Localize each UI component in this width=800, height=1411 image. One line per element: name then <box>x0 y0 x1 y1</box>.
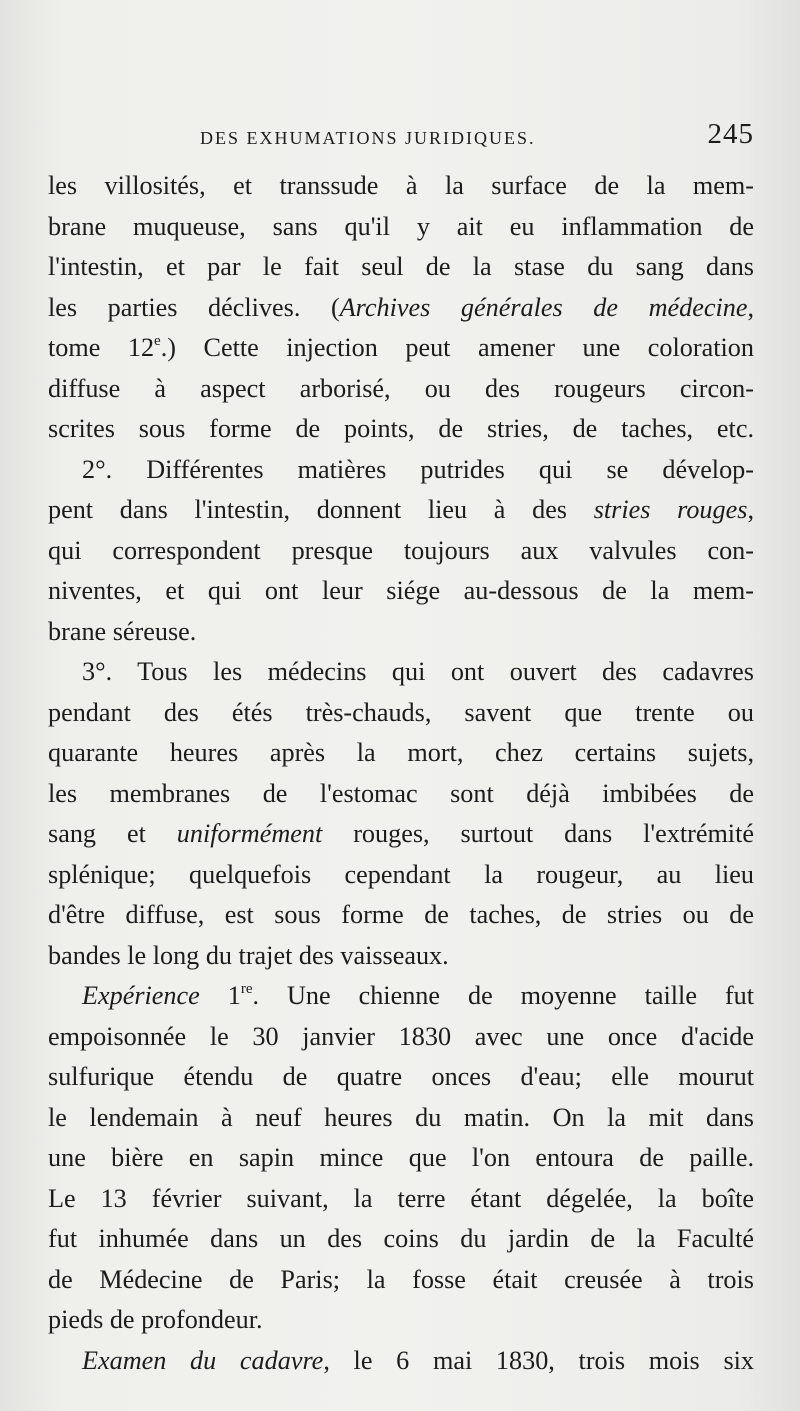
text-line: diffuse à aspect arborisé, ou des rougeurs circon- <box>48 373 754 403</box>
text-run: rouges, surtout dans l'extrémité <box>322 819 754 848</box>
text-line: de Médecine de Paris; la fosse était creusée à trois <box>48 1264 754 1294</box>
text-line: scrites sous forme de points, de stries, de taches, etc. <box>48 414 754 443</box>
text-run: pieds de profondeur. <box>48 1305 263 1334</box>
text-line: l'intestin, et par le fait seul de la stase du sang dans <box>48 252 754 281</box>
italic-text: uniformément <box>176 819 323 848</box>
text-line: fut inhumée dans un des coins du jardin de la Faculté <box>48 1224 754 1253</box>
superscript: re <box>240 981 253 997</box>
text-line: qui correspondent presque toujours aux valvules con- <box>48 535 754 565</box>
text-line: d'être diffuse, est sous forme de taches, de stries ou de <box>48 900 754 929</box>
text-line: les villosités, et transsude à la surface de la mem- <box>48 171 754 200</box>
text-line <box>48 490 754 531</box>
text-line: empoisonnée le 30 janvier 1830 avec une once d'acide <box>48 1021 754 1051</box>
text-line <box>48 612 754 653</box>
text-line: niventes, et qui ont leur siége au-dessous de la mem- <box>48 576 754 605</box>
text-run: brane séreuse. <box>48 616 197 646</box>
text-line: les membranes de l'estomac sont déjà imbibées de <box>48 778 754 808</box>
text-line: une bière en sapin mince que l'on entoura de paille. <box>48 1143 754 1172</box>
text-run: sang et <box>48 819 177 848</box>
text-run: , <box>747 292 754 322</box>
text-line: brane muqueuse, sans qu'il y ait eu inflammation de <box>48 211 754 241</box>
text-run: bandes le long du trajet des vaisseaux. <box>48 940 449 970</box>
text-line: Le 13 février suivant, la terre étant dégelée, la boîte <box>48 1183 754 1213</box>
body-text <box>48 166 754 1381</box>
text-run: 3°. Tous les médecins qui ont ouvert des cadavres <box>82 657 754 686</box>
text-line <box>48 1341 754 1382</box>
text-line: le lendemain à neuf heures du matin. On la mit dans <box>48 1102 754 1132</box>
italic-text: stries rouges <box>593 495 748 524</box>
text-line: quarante heures après la mort, chez certains sujets, <box>48 738 754 767</box>
text-line <box>48 328 754 369</box>
text-line: pendant des étés très-chauds, savent que trente ou <box>48 697 754 727</box>
text-run: les parties déclives. ( <box>48 292 340 322</box>
italic-text: Archives générales de médecine <box>339 292 748 322</box>
text-line <box>48 976 754 1017</box>
text-line <box>48 450 754 491</box>
page-number: 245 <box>707 118 754 150</box>
text-line: splénique; quelquefois cependant la rougeur, au lieu <box>48 859 754 889</box>
italic-text: Expérience <box>82 981 200 1010</box>
text-line <box>48 936 754 977</box>
text-run: 1 <box>199 981 241 1010</box>
page-header <box>200 118 760 158</box>
text-run: .) Cette injection peut amener une coloration <box>160 333 754 362</box>
text-run: , le 6 mai 1830, trois mois six <box>323 1345 754 1375</box>
superscript: e <box>154 333 161 349</box>
running-head: DES EXHUMATIONS JURIDIQUES. <box>200 128 536 148</box>
text-run: , <box>747 495 754 524</box>
text-line: sulfurique étendu de quatre onces d'eau; elle mourut <box>48 1062 754 1091</box>
text-run: . Une chienne de moyenne taille fut <box>252 981 755 1010</box>
text-run: 2°. Différentes matières putrides qui se dévelop- <box>82 454 754 484</box>
text-run: tome 12 <box>48 333 155 362</box>
italic-text: Examen du cadavre <box>82 1345 324 1375</box>
text-run: pent dans l'intestin, donnent lieu à des <box>48 495 594 524</box>
text-line <box>48 652 754 693</box>
text-line <box>48 814 754 855</box>
text-line <box>48 1300 754 1341</box>
text-line <box>48 288 754 329</box>
